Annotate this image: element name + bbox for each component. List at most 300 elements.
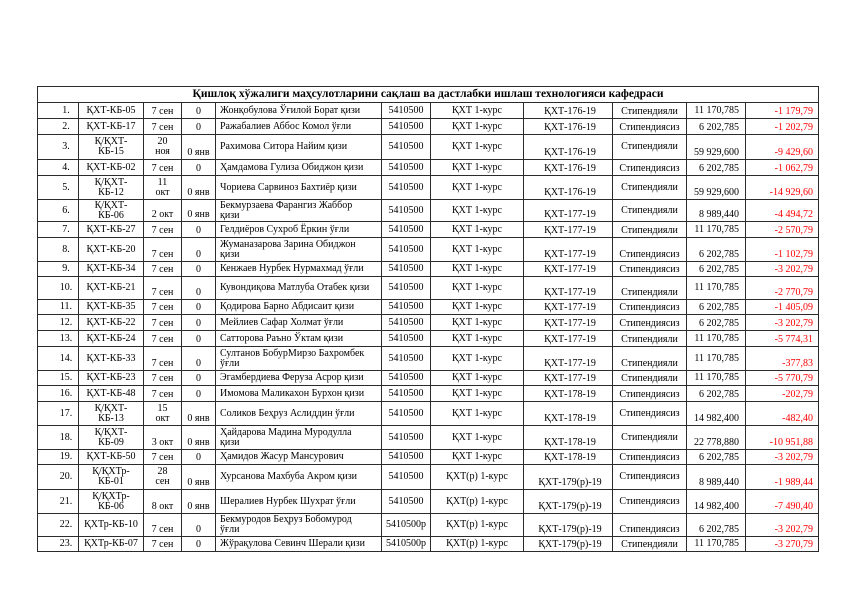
end-date-cell: [182, 277, 216, 300]
study-group: ҚХТ-177-19: [544, 302, 596, 313]
student-name-cell: [216, 262, 382, 277]
student-name: Ҳамдамова Гулиза Обиджон қизи: [220, 161, 364, 173]
enroll-date: 7 сен: [151, 318, 174, 329]
specialty-code-cell: [382, 490, 431, 514]
contract-amount: 22 778,880: [694, 437, 739, 448]
row-number: 23.: [59, 538, 73, 549]
contract-amount: 6 202,785: [699, 318, 739, 329]
end-date-cell: [182, 119, 216, 135]
stipend-status-cell: [613, 103, 687, 119]
study-group-cell: [524, 176, 613, 200]
balance: -9 429,60: [774, 147, 813, 158]
contract-amount-cell: [687, 514, 746, 537]
specialty-code-cell: [382, 347, 431, 371]
contract-amount: 11 170,785: [694, 372, 739, 383]
balance-cell: [746, 222, 819, 238]
end-date-cell: [182, 300, 216, 315]
row-number: 1.: [62, 104, 70, 116]
study-group: ҚХТ-177-19: [544, 373, 596, 384]
row-number: 12.: [59, 316, 73, 328]
table-row: [38, 300, 819, 315]
enroll-date: 7 сен: [151, 524, 174, 535]
row-number-cell: [38, 262, 79, 277]
student-name: Бекмуродов Беҳруз Бобомурод ўғли: [220, 514, 352, 535]
student-name: Соликов Беҳруз Аслиддин ўғли: [220, 407, 355, 419]
end-date-cell: [182, 490, 216, 514]
group-code: ҚХТ-КБ-17: [86, 120, 136, 132]
specialty-code: 5410500: [388, 332, 424, 344]
group-code-cell: [79, 277, 144, 300]
contract-amount-cell: [687, 450, 746, 465]
stipend-status: Стипендияли: [621, 204, 678, 216]
group-code: Қ/ҚХТ-КБ-15: [94, 136, 128, 157]
end-date-cell: [182, 402, 216, 426]
course: ҚХТ 1-курс: [452, 263, 502, 274]
course-cell: [431, 465, 524, 490]
enroll-date-cell: [144, 386, 182, 402]
row-number: 15.: [59, 372, 73, 383]
balance-cell: [746, 450, 819, 465]
specialty-code: 5410500: [388, 141, 424, 152]
specialty-code: 5410500: [388, 120, 424, 132]
stipend-status-cell: [613, 135, 687, 160]
contract-amount-cell: [687, 402, 746, 426]
study-group-cell: [524, 119, 613, 135]
enroll-date-cell: [144, 176, 182, 200]
table-row: [38, 371, 819, 386]
contract-amount-cell: [687, 200, 746, 222]
contract-amount: 6 202,785: [699, 452, 739, 463]
students-table: [37, 86, 819, 552]
course: ҚХТ 1-курс: [452, 407, 502, 419]
end-date: 0: [196, 163, 201, 174]
row-number-cell: [38, 315, 79, 331]
specialty-code-cell: [382, 135, 431, 160]
contract-amount-cell: [687, 262, 746, 277]
contract-amount-cell: [687, 222, 746, 238]
student-name-cell: [216, 238, 382, 262]
contract-amount: 11 170,785: [694, 223, 739, 235]
enroll-date-cell: [144, 222, 182, 238]
end-date: 0: [196, 249, 201, 260]
specialty-code: 5410500: [388, 431, 424, 443]
contract-amount-cell: [687, 537, 746, 552]
specialty-code: 5410500: [388, 204, 424, 216]
balance: -1 102,79: [774, 249, 813, 260]
end-date: 0 янв: [187, 413, 210, 424]
contract-amount: 6 202,785: [699, 264, 739, 275]
group-code-cell: [79, 537, 144, 552]
student-name: Кенжаев Нурбек Нурмахмад ўғли: [220, 263, 364, 274]
study-group: ҚХТ-177-19: [544, 334, 596, 345]
enroll-date: 7 сен: [151, 163, 174, 174]
student-name-cell: [216, 119, 382, 135]
group-code-cell: [79, 103, 144, 119]
course: ҚХТ 1-курс: [452, 120, 502, 132]
balance-cell: [746, 331, 819, 347]
course-cell: [431, 277, 524, 300]
contract-amount: 14 982,400: [694, 413, 739, 424]
row-number-cell: [38, 119, 79, 135]
study-group-cell: [524, 103, 613, 119]
enroll-date: 8 окт: [151, 501, 174, 512]
group-code: Қ/ҚХТр-КБ-06: [92, 490, 130, 512]
balance: -10 951,88: [769, 437, 813, 448]
stipend-status: Стипендияли: [621, 373, 678, 384]
end-date-cell: [182, 371, 216, 386]
end-date: 0: [196, 358, 201, 369]
group-code-cell: [79, 135, 144, 160]
study-group: ҚХТ-179(р)-19: [538, 501, 602, 512]
end-date-cell: [182, 347, 216, 371]
balance-cell: [746, 103, 819, 119]
course: ҚХТ(р) 1-курс: [446, 538, 508, 549]
specialty-code: 5410500: [388, 104, 424, 116]
study-group: ҚХТ-176-19: [544, 106, 596, 117]
group-code-cell: [79, 262, 144, 277]
study-group-cell: [524, 262, 613, 277]
end-date: 0: [196, 539, 201, 550]
balance: -1 202,79: [774, 122, 813, 133]
balance: -482,40: [782, 413, 813, 424]
course: ҚХТ 1-курс: [452, 161, 502, 173]
specialty-code-cell: [382, 315, 431, 331]
balance: -1 405,09: [774, 302, 813, 313]
page-title: Қишлоқ хўжалиги маҳсулотларини сақлаш ва дастлабки ишлаш технологияси кафедраси: [38, 87, 819, 103]
table-row: [38, 426, 819, 450]
stipend-status-cell: [613, 315, 687, 331]
stipend-status-cell: [613, 347, 687, 371]
end-date: 0 янв: [187, 187, 210, 198]
student-name-cell: [216, 103, 382, 119]
stipend-status-cell: [613, 160, 687, 176]
stipend-status-cell: [613, 176, 687, 200]
contract-amount: 6 202,785: [699, 389, 739, 400]
stipend-status-cell: [613, 222, 687, 238]
specialty-code: 5410500: [388, 495, 424, 507]
specialty-code-cell: [382, 450, 431, 465]
group-code-cell: [79, 222, 144, 238]
row-number: 4.: [62, 161, 70, 173]
group-code: ҚХТ-КБ-21: [86, 282, 136, 293]
table-row: [38, 331, 819, 347]
specialty-code: 5410500: [388, 263, 424, 274]
row-number: 18.: [59, 431, 73, 443]
specialty-code: 5410500: [388, 181, 424, 193]
study-group-cell: [524, 426, 613, 450]
enroll-date-cell: [144, 402, 182, 426]
stipend-status: Стипендияли: [621, 106, 678, 117]
table-row: [38, 200, 819, 222]
course-cell: [431, 103, 524, 119]
enroll-date-cell: [144, 135, 182, 160]
group-code: ҚХТ-КБ-20: [86, 243, 136, 255]
contract-amount-cell: [687, 386, 746, 402]
enroll-date: 3 окт: [151, 437, 174, 448]
end-date: 0: [196, 225, 201, 236]
study-group-cell: [524, 300, 613, 315]
study-group: ҚХТ-178-19: [544, 437, 596, 448]
stipend-status: Стипендияли: [621, 287, 678, 298]
enroll-date: 7 сен: [151, 539, 174, 550]
end-date-cell: [182, 386, 216, 402]
row-number-cell: [38, 347, 79, 371]
row-number: 11.: [59, 301, 73, 312]
course: ҚХТ(р) 1-курс: [446, 495, 508, 507]
contract-amount-cell: [687, 371, 746, 386]
end-date-cell: [182, 331, 216, 347]
specialty-code-cell: [382, 426, 431, 450]
specialty-code: 5410500: [388, 451, 424, 462]
study-group-cell: [524, 537, 613, 552]
study-group: ҚХТ-177-19: [544, 209, 596, 220]
balance: -1 062,79: [774, 163, 813, 174]
end-date: 0: [196, 452, 201, 463]
enroll-date-cell: [144, 450, 182, 465]
study-group: ҚХТ-177-19: [544, 225, 596, 236]
end-date: 0: [196, 122, 201, 133]
contract-amount: 11 170,785: [694, 352, 739, 364]
stipend-status: Стипендиясиз: [619, 163, 680, 174]
student-name-cell: [216, 490, 382, 514]
contract-amount: 59 929,600: [694, 147, 739, 158]
student-name-cell: [216, 514, 382, 537]
row-number: 10.: [59, 282, 73, 293]
end-date: 0: [196, 106, 201, 117]
study-group: ҚХТ-177-19: [544, 358, 596, 369]
row-number: 17.: [59, 407, 73, 419]
study-group: ҚХТ-177-19: [544, 249, 596, 260]
row-number-cell: [38, 160, 79, 176]
course: ҚХТ(р) 1-курс: [446, 519, 508, 530]
course-cell: [431, 222, 524, 238]
end-date: 0: [196, 287, 201, 298]
course-cell: [431, 262, 524, 277]
group-code-cell: [79, 514, 144, 537]
specialty-code-cell: [382, 176, 431, 200]
enroll-date-cell: [144, 514, 182, 537]
balance-cell: [746, 426, 819, 450]
balance-cell: [746, 119, 819, 135]
table-row: [38, 514, 819, 537]
specialty-code-cell: [382, 277, 431, 300]
enroll-date: 7 сен: [151, 452, 174, 463]
course: ҚХТ 1-курс: [452, 301, 502, 312]
table-row: [38, 537, 819, 552]
student-name-cell: [216, 402, 382, 426]
row-number: 21.: [59, 495, 73, 507]
stipend-status: Стипендияли: [621, 181, 678, 193]
stipend-status-cell: [613, 262, 687, 277]
enroll-date: 7 сен: [151, 106, 174, 117]
contract-amount-cell: [687, 277, 746, 300]
table-row: [38, 402, 819, 426]
student-name: Чориева Сарвиноз Бахтиёр қизи: [220, 181, 357, 193]
student-name: Эгамбердиева Феруза Асрор қизи: [220, 372, 364, 383]
row-number-cell: [38, 537, 79, 552]
contract-amount-cell: [687, 160, 746, 176]
enroll-date-cell: [144, 160, 182, 176]
end-date-cell: [182, 514, 216, 537]
balance-cell: [746, 315, 819, 331]
end-date: 0: [196, 264, 201, 275]
course-cell: [431, 450, 524, 465]
balance-cell: [746, 200, 819, 222]
end-date: 0: [196, 389, 201, 400]
student-name: Жонқобулова Ўғилой Борат қизи: [220, 104, 361, 116]
group-code-cell: [79, 402, 144, 426]
specialty-code-cell: [382, 119, 431, 135]
specialty-code: 5410500р: [386, 519, 426, 530]
study-group: ҚХТ-177-19: [544, 287, 596, 298]
table-row: [38, 262, 819, 277]
study-group-cell: [524, 371, 613, 386]
student-name: Қодирова Барно Абдисаит қизи: [220, 301, 355, 312]
balance: -14 929,60: [769, 187, 813, 198]
specialty-code-cell: [382, 371, 431, 386]
group-code: ҚХТ-КБ-48: [86, 387, 136, 399]
balance-cell: [746, 514, 819, 537]
specialty-code-cell: [382, 514, 431, 537]
stipend-status-cell: [613, 537, 687, 552]
enroll-date: 28 сен: [155, 466, 170, 487]
row-number-cell: [38, 238, 79, 262]
course-cell: [431, 119, 524, 135]
course-cell: [431, 514, 524, 537]
study-group-cell: [524, 222, 613, 238]
study-group: ҚХТ-176-19: [544, 163, 596, 174]
stipend-status-cell: [613, 386, 687, 402]
enroll-date: 7 сен: [151, 373, 174, 384]
table-row: [38, 238, 819, 262]
end-date-cell: [182, 200, 216, 222]
group-code-cell: [79, 426, 144, 450]
group-code: ҚХТр-КБ-07: [84, 538, 138, 549]
contract-amount: 6 202,785: [699, 122, 739, 133]
stipend-status: Стипендияли: [621, 358, 678, 369]
course-cell: [431, 315, 524, 331]
balance-cell: [746, 386, 819, 402]
stipend-status-cell: [613, 465, 687, 490]
table-row: [38, 347, 819, 371]
contract-amount-cell: [687, 426, 746, 450]
group-code: Қ/ҚХТ-КБ-06: [94, 199, 128, 221]
enroll-date-cell: [144, 537, 182, 552]
stipend-status: Стипендияли: [621, 225, 678, 236]
row-number-cell: [38, 300, 79, 315]
end-date: 0 янв: [187, 437, 210, 448]
contract-amount: 11 170,785: [694, 282, 739, 293]
student-name-cell: [216, 426, 382, 450]
student-name-cell: [216, 347, 382, 371]
row-number-cell: [38, 450, 79, 465]
specialty-code: 5410500: [388, 471, 424, 482]
row-number-cell: [38, 371, 79, 386]
specialty-code-cell: [382, 331, 431, 347]
contract-amount: 14 982,400: [694, 501, 739, 512]
group-code: ҚХТ-КБ-34: [86, 263, 136, 274]
study-group-cell: [524, 315, 613, 331]
contract-amount-cell: [687, 465, 746, 490]
course: ҚХТ 1-курс: [452, 451, 502, 462]
group-code: Қ/ҚХТ-КБ-13: [94, 402, 128, 424]
table-row: [38, 160, 819, 176]
specialty-code-cell: [382, 262, 431, 277]
end-date: 0 янв: [187, 209, 210, 220]
row-number-cell: [38, 135, 79, 160]
enroll-date: 7 сен: [151, 389, 174, 400]
study-group: ҚХТ-178-19: [544, 413, 596, 424]
course: ҚХТ 1-курс: [452, 181, 502, 193]
group-code: ҚХТр-КБ-10: [84, 519, 138, 530]
stipend-status: Стипендиясиз: [619, 122, 680, 133]
specialty-code-cell: [382, 402, 431, 426]
stipend-status: Стипендиясиз: [619, 302, 680, 313]
end-date: 0: [196, 334, 201, 345]
stipend-status: Стипендиясиз: [619, 524, 680, 535]
row-number: 13.: [59, 332, 73, 344]
group-code-cell: [79, 315, 144, 331]
balance-cell: [746, 176, 819, 200]
specialty-code-cell: [382, 222, 431, 238]
enroll-date: 20 ноя: [155, 136, 170, 157]
contract-amount: 6 202,785: [699, 302, 739, 313]
student-name: Шералиев Нурбек Шухрат ўғли: [220, 495, 356, 507]
course: ҚХТ 1-курс: [452, 243, 502, 255]
specialty-code-cell: [382, 386, 431, 402]
stipend-status: Стипендиясиз: [619, 471, 680, 482]
specialty-code: 5410500: [388, 387, 424, 399]
student-name-cell: [216, 331, 382, 347]
specialty-code-cell: [382, 103, 431, 119]
enroll-date-cell: [144, 331, 182, 347]
student-name: Мейлиев Сафар Холмат ўғли: [220, 316, 344, 328]
table-row: [38, 176, 819, 200]
end-date-cell: [182, 238, 216, 262]
end-date-cell: [182, 426, 216, 450]
enroll-date-cell: [144, 262, 182, 277]
balance: -3 202,79: [774, 524, 813, 535]
student-name-cell: [216, 386, 382, 402]
row-number: 7.: [62, 223, 70, 235]
enroll-date-cell: [144, 300, 182, 315]
end-date: 0 янв: [187, 147, 210, 158]
balance: -202,79: [782, 389, 813, 400]
end-date-cell: [182, 222, 216, 238]
contract-amount-cell: [687, 331, 746, 347]
group-code-cell: [79, 450, 144, 465]
student-name-cell: [216, 371, 382, 386]
stipend-status-cell: [613, 426, 687, 450]
contract-amount-cell: [687, 135, 746, 160]
row-number-cell: [38, 490, 79, 514]
study-group: ҚХТ-176-19: [544, 147, 596, 158]
student-name: Жўрақулова Севинч Шерали қизи: [220, 538, 365, 549]
group-code-cell: [79, 176, 144, 200]
row-number: 3.: [62, 141, 70, 152]
contract-amount-cell: [687, 315, 746, 331]
stipend-status: Стипендиясиз: [619, 407, 680, 419]
balance-cell: [746, 490, 819, 514]
stipend-status-cell: [613, 277, 687, 300]
row-number-cell: [38, 176, 79, 200]
end-date-cell: [182, 465, 216, 490]
balance: -4 494,72: [774, 209, 813, 220]
student-name-cell: [216, 222, 382, 238]
student-name: Жуманазарова Зарина Обиджон қизи: [220, 238, 356, 260]
enroll-date-cell: [144, 490, 182, 514]
study-group-cell: [524, 160, 613, 176]
